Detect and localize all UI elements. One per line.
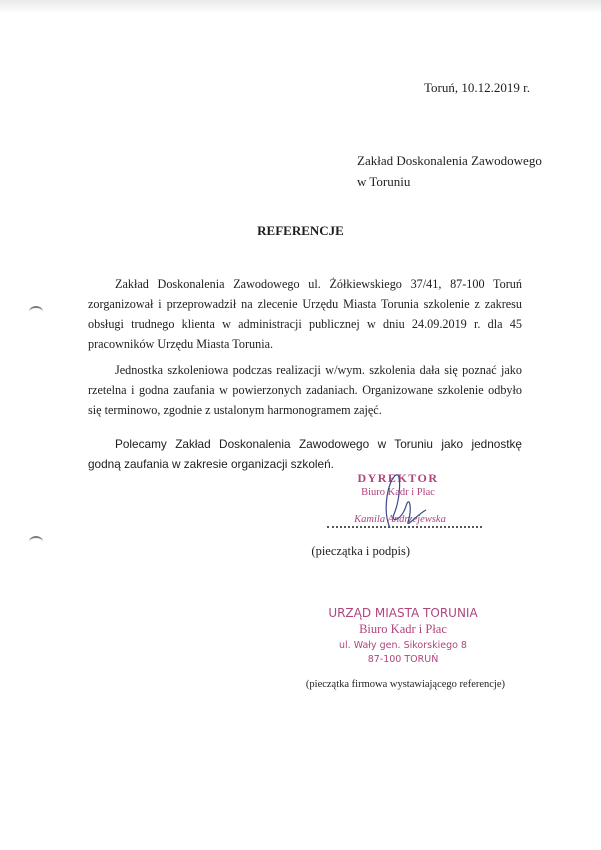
recipient-line-1: Zakład Doskonalenia Zawodowego (357, 153, 542, 168)
stamp-company-street: ul. Wały gen. Sikorskiego 8 (339, 640, 467, 651)
company-stamp (325, 603, 485, 673)
director-stamp (330, 470, 470, 530)
body-paragraph-3: Polecamy Zakład Doskonalenia Zawodowego w Toruniu jako jednostkę godną zaufania w zakresie organizacji szkoleń. (88, 437, 522, 471)
recipient-line-2: w Toruniu (357, 174, 411, 189)
stamp-company-city: 87-100 TORUŃ (367, 654, 439, 665)
punch-hole-mark (29, 306, 43, 318)
stamp-company-department: Biuro Kadr i Płac (359, 622, 447, 636)
body-paragraph-1: Zakład Doskonalenia Zawodowego ul. Żółkiewskiego 37/41, 87-100 Toruń zorganizował i przeprowadził na zlecenie Urzędu Miasta Torunia szkolenie z zakresu obsługi trudnego klienta w administracji publicznej w dniu 24.09.2019 r. dla 45 pracowników Urzędu Miasta Torunia. (88, 277, 522, 351)
company-stamp-caption: (pieczątka firmowa wystawiającego referencje) (305, 679, 505, 690)
stamp-company-name: URZĄD MIASTA TORUNIA (328, 606, 478, 620)
stamp-name: Kamila Andrzejewska (354, 514, 446, 525)
body-paragraph-1-block (88, 274, 522, 474)
signature-line (327, 526, 482, 528)
document-date: Toruń, 10.12.2019 r. (424, 80, 530, 95)
signature-caption: (pieczątka i podpis) (311, 544, 410, 558)
body-paragraph-2: Jednostka szkoleniowa podczas realizacji w/wym. szkolenia dała się poznać jako rzetelna i godna zaufania w powierzonych zadaniach. Organizowane szkolenie odbyło się terminowo, zgodnie z ustalonym harmonogramem zajęć. (88, 363, 522, 417)
scan-edge (0, 0, 601, 14)
stamp-title: DYREKTOR (357, 471, 439, 485)
stamp-department: Biuro Kadr i Płac (361, 487, 435, 498)
document-title: REFERENCJE (257, 223, 344, 238)
